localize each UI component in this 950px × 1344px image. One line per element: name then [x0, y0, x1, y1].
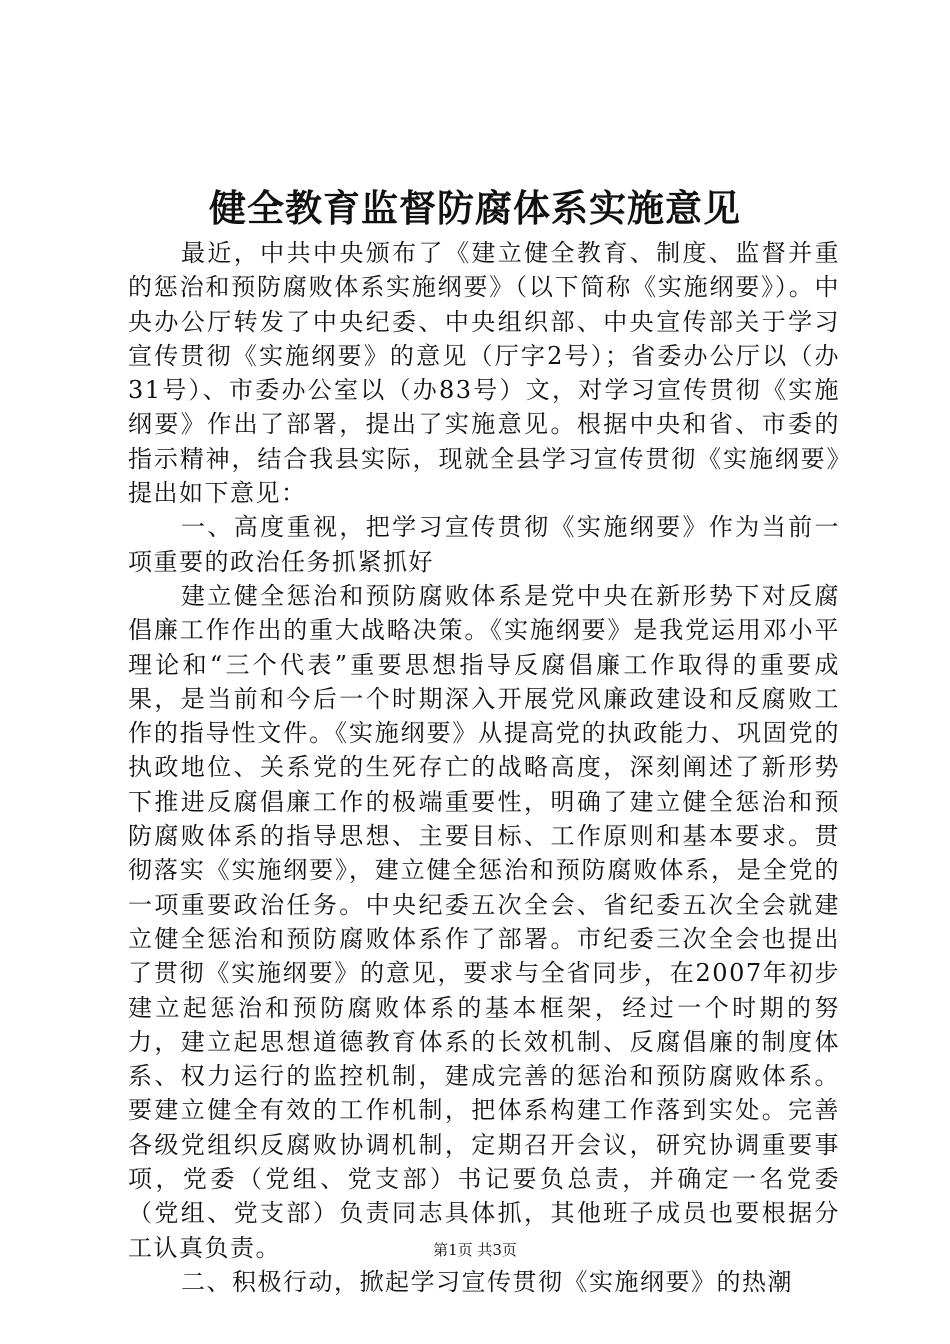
- page-number-footer: 第1页 共3页: [433, 1241, 517, 1259]
- paragraph-section-1: 建立健全惩治和预防腐败体系是党中央在新形势下对反腐倡廉工作作出的重大战略决策。《实施纲要》是我党运用邓小平理论和“三个代表”重要思想指导反腐倡廉工作取得的重要成果，是当前和今后一个时期深入开展党风廉政建设和反腐败工作的指导性文件。《实施纲要》从提高党的执政能力、巩固党的执政地位、关系党的生死存亡的战略高度，深刻阐述了新形势下推进反腐倡廉工作的极端重要性，明确了建立健全惩治和预防腐败体系的指导思想、主要目标、工作原则和基本要求。贯彻落实《实施纲要》，建立健全惩治和预防腐败体系，是全党的一项重要政治任务。中央纪委五次全会、省纪委五次全会就建立健全惩治和预防腐败体系作了部署。市纪委三次全会也提出了贯彻《实施纲要》的意见，要求与全省同步，在2007年初步建立起惩治和预防腐败体系的基本框架，经过一个时期的努力，建立起思想道德教育体系的长效机制、反腐倡廉的制度体系、权力运行的监控机制，建成完善的惩治和预防腐败体系。要建立健全有效的工作机制，把体系构建工作落到实处。完善各级党组织反腐败协调机制，定期召开会议，研究协调重要事项，党委（党组、党支部）书记要负总责，并确定一名党委（党组、党支部）负责同志具体抓，其他班子成员也要根据分工认真负责。: [128, 581, 840, 1262]
- document-body: [128, 236, 840, 1299]
- section-heading-2: 二、积极行动，掀起学习宣传贯彻《实施纲要》的热潮: [181, 1267, 793, 1296]
- section-heading-1: 一、高度重视，把学习宣传贯彻《实施纲要》作为当前一项重要的政治任务抓紧抓好: [128, 513, 840, 576]
- paragraph-intro: 最近，中共中央颁布了《建立健全教育、制度、监督并重的惩治和预防腐败体系实施纲要》（以下简称《实施纲要》）。中央办公厅转发了中央纪委、中央组织部、中央宣传部关于学习宣传贯彻《实施纲要》的意见（厅字2号）；省委办公厅以（办31号）、市委办公室以（办83号）文，对学习宣传贯彻《实施纲要》作出了部署，提出了实施意见。根据中央和省、市委的指示精神，结合我县实际，现就全县学习宣传贯彻《实施纲要》提出如下意见：: [128, 239, 840, 508]
- document-title: 健全教育监督防腐体系实施意见: [209, 186, 741, 230]
